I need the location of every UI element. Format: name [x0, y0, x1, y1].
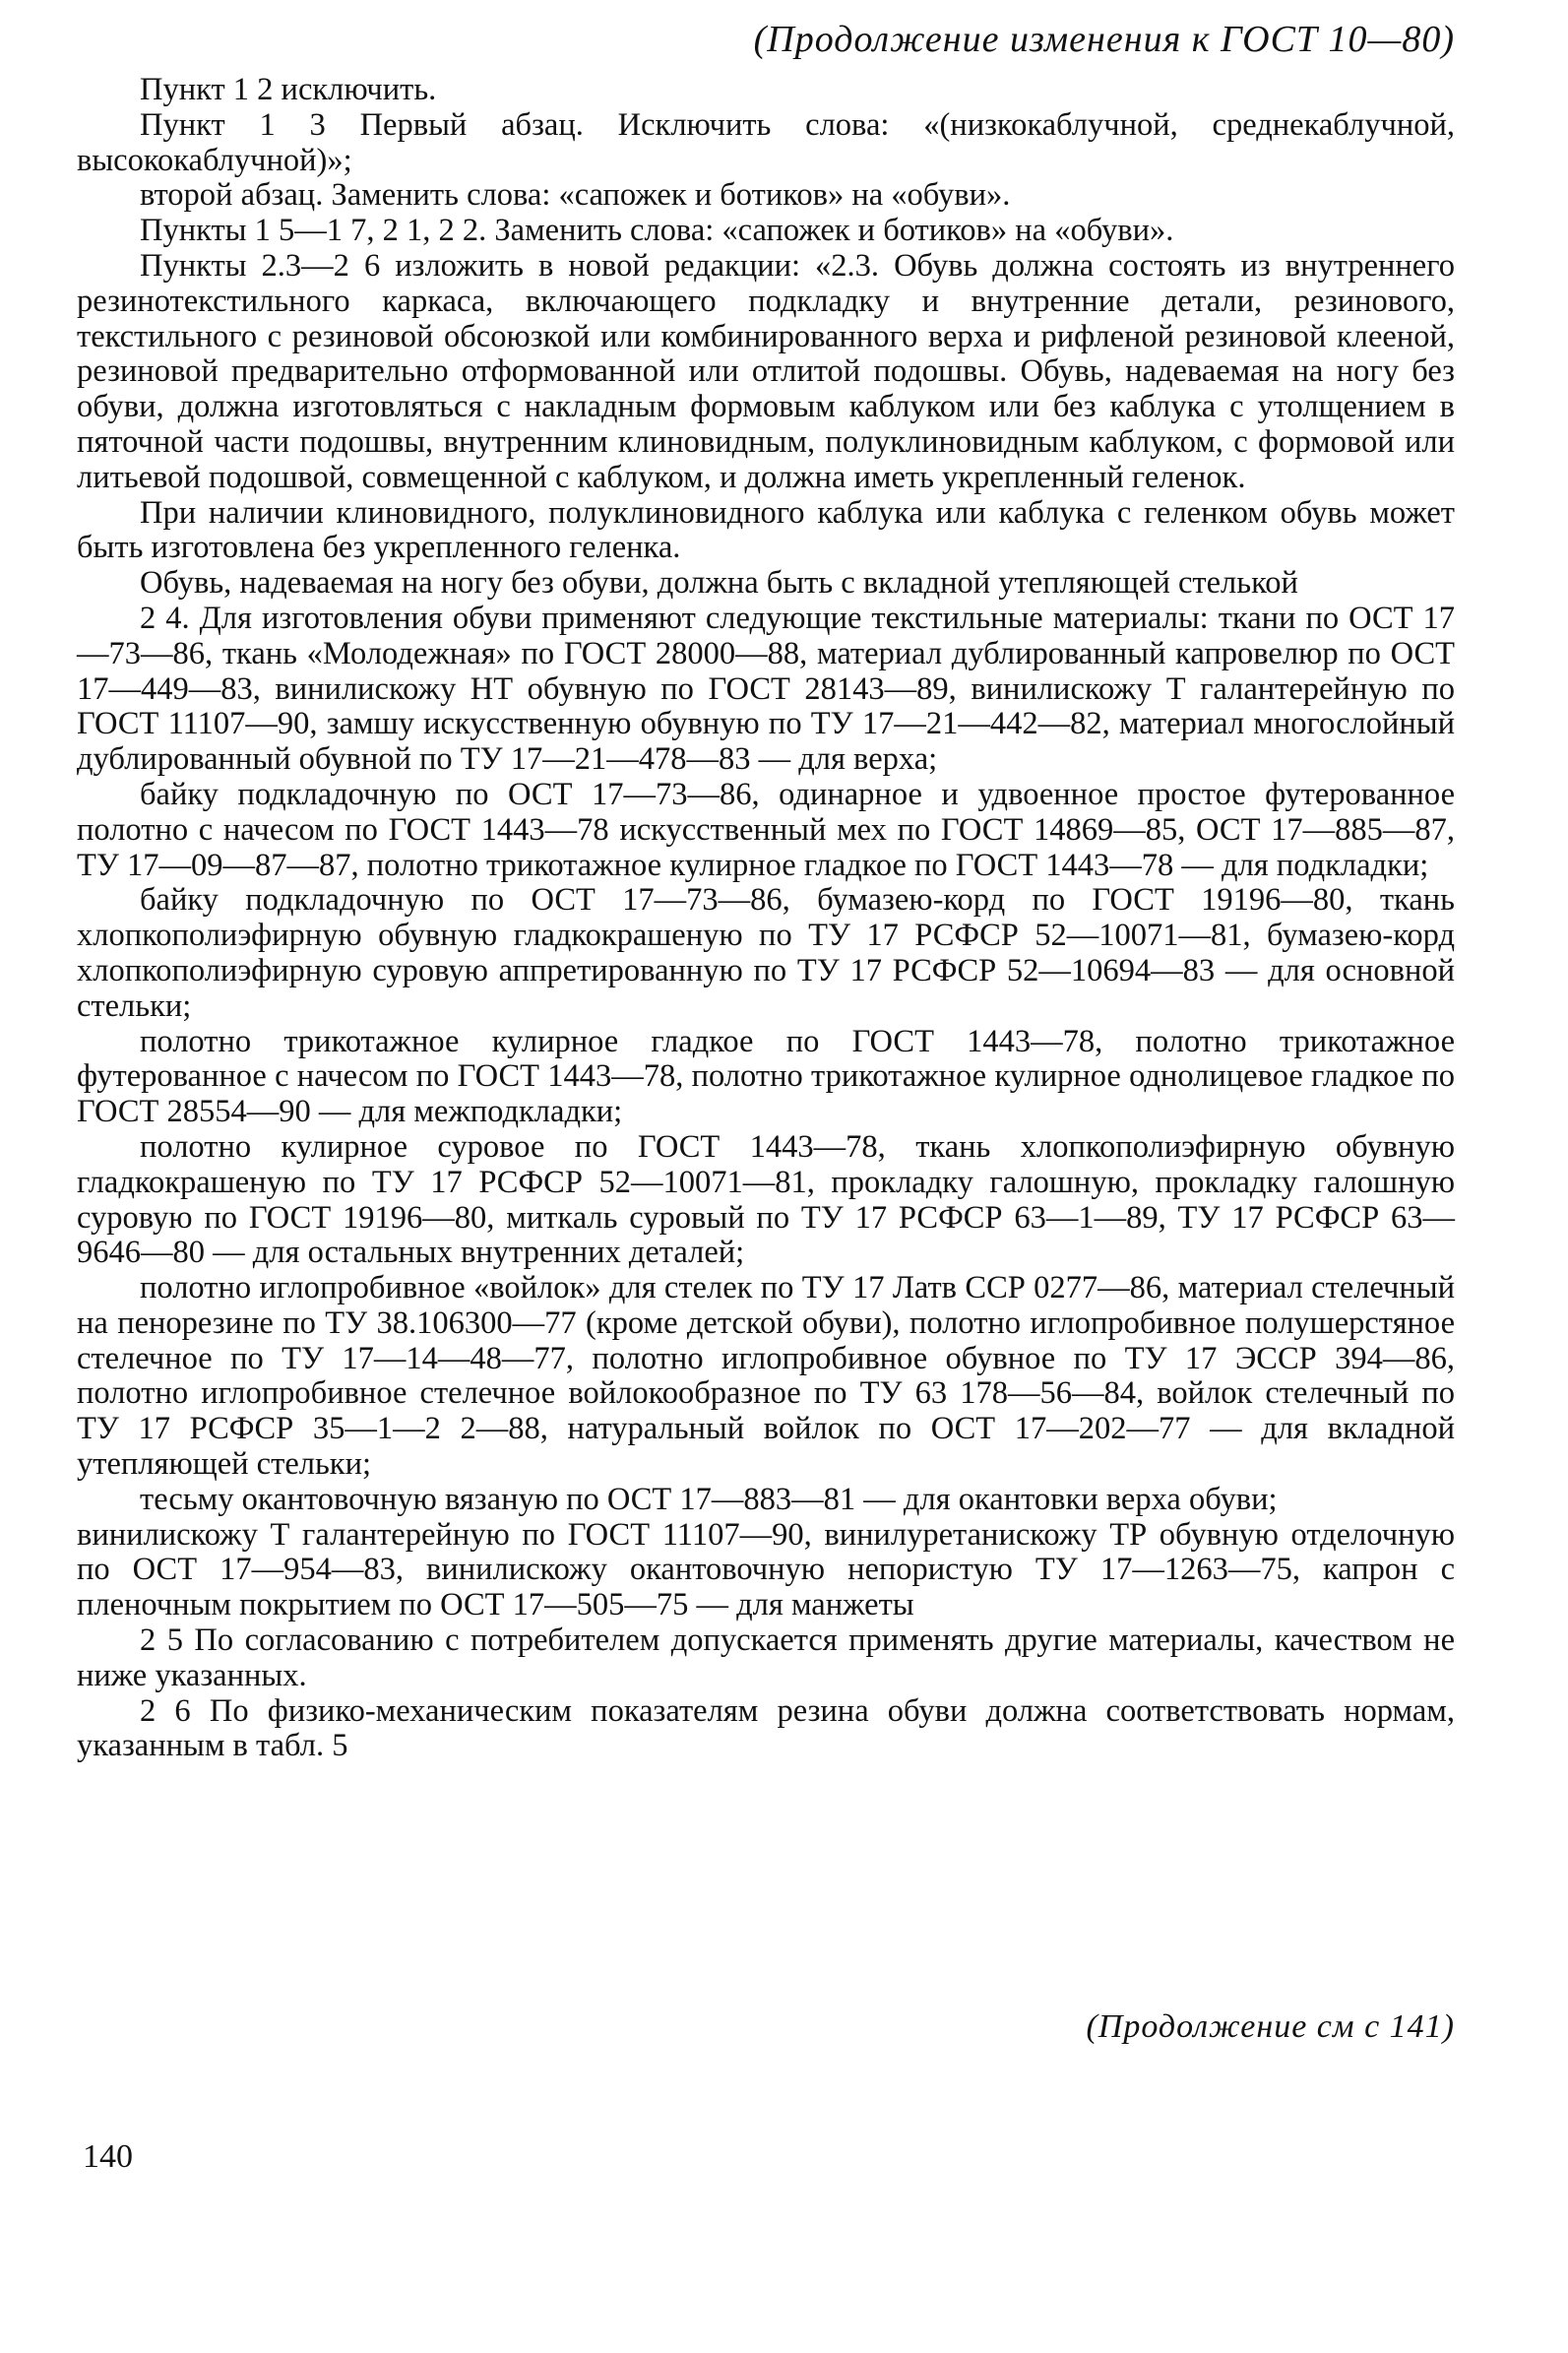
- paragraph: 2 6 По физико-механическим показателям резина обуви должна соответствовать нормам, указанным в табл. 5: [77, 1692, 1455, 1764]
- paragraph: второй абзац. Заменить слова: «сапожек и ботиков» на «обуви».: [140, 177, 1011, 214]
- paragraph: 2 5 По согласованию с потребителем допускается применять другие материалы, качеством не ниже указанных.: [77, 1622, 1455, 1693]
- paragraph: байку подкладочную по ОСТ 17—73—86, одинарное и удвоенное простое футерованное полотно с начесом по ГОСТ 1443—78 искусственный мех по ГОСТ 14869—85, ОСТ 17—885—87, ТУ 17—09—87—87, полотно трикотажное кулирное гладкое по ГОСТ 1443—78 — для подкладки;: [77, 776, 1455, 883]
- paragraph: Пункт 1 2 исключить.: [140, 72, 437, 107]
- paragraph: При наличии клиновидного, полуклиновидного каблука или каблука с геленком обувь может быть изготовлена без укрепленного геленка.: [77, 494, 1455, 566]
- paragraph: 2 4. Для изготовления обуви применяют следующие текстильные материалы: ткани по ОСТ 17—73—86, ткань «Молодежная» по ГОСТ 28000—88, материал дублированный капровелюр по ОСТ 17—449—83, винилискожу НТ обувную по ГОСТ 28143—89, винилискожу Т галантерейную по ГОСТ 11107—90, замшу искусственную обувную по ТУ 17—21—442—82, материал многослойный дублированный обувной по ТУ 17—21—478—83 — для верха;: [77, 600, 1455, 778]
- paragraph: Обувь, надеваемая на ногу без обуви, должна быть с вкладной утепляющей стелькой: [140, 565, 1298, 602]
- document-page: [77, 0, 1455, 2353]
- paragraph: полотно иглопробивное «войлок» для стелек по ТУ 17 Латв ССР 0277—86, материал стелечный на пенорезине по ТУ 38.106300—77 (кроме детской обуви), полотно иглопробивное полушерстяное стелечное по ТУ 17—14—48—77, полотно иглопробивное обувное по ТУ 17 ЭССР 394—86, полотно иглопробивное стелечное войлокообразное по ТУ 63 178—56—84, войлок стелечный по ТУ 17 РСФСР 35—1—2 2—88, натуральный войлок по ОСТ 17—202—77 — для вкладной утепляющей стельки;: [77, 1270, 1455, 1483]
- paragraph: винилискожу Т галантерейную по ГОСТ 11107—90, винилуретанискожу ТР обувную отделочную по ОСТ 17—954—83, винилискожу окантовочную непористую ТУ 17—1263—75, капрон с пленочным покрытием по ОСТ 17—505—75 — для манжеты: [77, 1516, 1455, 1623]
- body-text: [77, 73, 1455, 1764]
- paragraph: Пункты 2.3—2 6 изложить в новой редакции: «2.3. Обувь должна состоять из внутреннего резинотекстильного каркаса, включающего подкладку и внутренние детали, резинового, текстильного с резиновой обсоюзкой или комбинированного верха и рифленой резиновой клееной, резиновой предварительно отформованной или отлитой подошвы. Обувь, надеваемая на ногу без обуви, должна изготовляться с накладным формовым каблуком или без каблука с утолщением в пяточной части подошвы, внутренним клиновидным, полуклиновидным каблуком, с формовой или литьевой подошвой, совмещенной с каблуком, и должна иметь укрепленный геленок.: [77, 247, 1455, 495]
- paragraph: байку подкладочную по ОСТ 17—73—86, бумазею-корд по ГОСТ 19196—80, ткань хлопкополиэфирную обувную гладкокрашеную по ТУ 17 РСФСР 52—10071—81, бумазею-корд хлопкополиэфирную суровую аппретированную по ТУ 17 РСФСР 52—10694—83 — для основной стельки;: [77, 882, 1455, 1024]
- paragraph: тесьму окантовочную вязаную по ОСТ 17—883—81 — для окантовки верха обуви;: [140, 1481, 1278, 1517]
- paragraph: Пункт 1 3 Первый абзац. Исключить слова: «(низкокаблучной, среднекаблучной, высококаблучной)»;: [77, 106, 1455, 178]
- page-number: 140: [83, 2138, 133, 2175]
- paragraph: полотно кулирное суровое по ГОСТ 1443—78, ткань хлопкополиэфирную обувную гладкокрашеную по ТУ 17 РСФСР 52—10071—81, прокладку галошную, прокладку галошную суровую по ГОСТ 19196—80, миткаль суровый по ТУ 17 РСФСР 63—1—89, ТУ 17 РСФСР 63—9646—80 — для остальных внутренних деталей;: [77, 1128, 1455, 1271]
- running-title: (Продолжение изменения к ГОСТ 10—80): [753, 19, 1455, 60]
- paragraph: полотно трикотажное кулирное гладкое по ГОСТ 1443—78, полотно трикотажное футерованное с начесом по ГОСТ 1443—78, полотно трикотажное кулирное однолицевое гладкое по ГОСТ 28554—90 — для межподкладки;: [77, 1023, 1455, 1130]
- paragraph: Пункты 1 5—1 7, 2 1, 2 2. Заменить слова: «сапожек и ботиков» на «обуви».: [140, 213, 1174, 249]
- continued-note: (Продолжение см с 141): [1086, 2008, 1455, 2045]
